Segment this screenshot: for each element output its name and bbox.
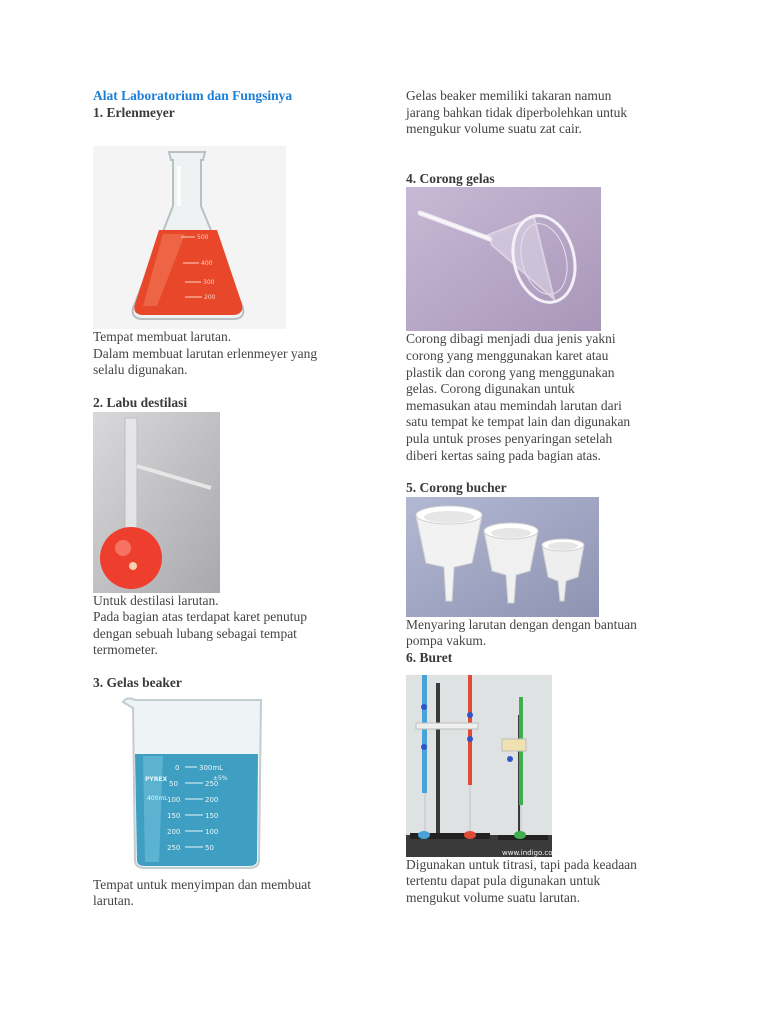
buret-image xyxy=(406,675,560,857)
corong-gelas-desc-line-1: Corong dibagi menjadi dua jenis yakni xyxy=(406,331,616,347)
heading-corong-gelas: 4. Corong gelas xyxy=(406,170,495,186)
right-column xyxy=(406,88,674,906)
labu-desc-line-2: Pada bagian atas terdapat karet penutup xyxy=(93,609,308,625)
labu-desc-line-4: termometer. xyxy=(93,642,158,658)
beaker-right-150: 150 xyxy=(205,811,219,820)
buret-desc-line-2: tertentu dapat pula digunakan untuk xyxy=(406,873,601,889)
beaker-right-50: 50 xyxy=(205,843,214,852)
corong-gelas-image xyxy=(406,187,601,331)
beaker-desc-line-5: mengukur volume suatu zat cair. xyxy=(406,121,582,137)
beaker-left-0: 0 xyxy=(175,763,180,772)
heading-buret: 6. Buret xyxy=(406,649,453,665)
beaker-left-100: 100 xyxy=(167,795,181,804)
labu-desc-line-3: dengan sebuah lubang sebagai tempat xyxy=(93,625,297,641)
beaker-right-250: 250 xyxy=(205,779,219,788)
beaker-desc-line-3: Gelas beaker memiliki takaran namun xyxy=(406,88,612,103)
buret-desc-line-3: mengukut volume suatu larutan. xyxy=(406,889,580,905)
beaker-tolerance-label: ±5% xyxy=(213,774,228,782)
labu-desc-line-1: Untuk destilasi larutan. xyxy=(93,592,219,608)
erlenmeyer-mark-500: 500 xyxy=(197,234,209,242)
beaker-capacity-label: 300mL xyxy=(199,763,224,772)
beaker-desc-line-4: jarang bahkan tidak diperbolehkan untuk xyxy=(406,104,628,120)
beaker-model-label: 400mL xyxy=(147,794,168,802)
corong-gelas-desc-line-5: memasukan atau memindah larutan dari xyxy=(406,397,622,413)
beaker-desc-line-1: Tempat untuk menyimpan dan membuat xyxy=(93,876,312,892)
erlenmeyer-desc-line-1: Tempat membuat larutan. xyxy=(93,329,232,345)
document-title: Alat Laboratorium dan Fungsinya xyxy=(93,88,293,103)
corong-bucher-desc-line-1: Menyaring larutan dengan dengan bantuan xyxy=(406,616,637,632)
heading-gelas-beaker: 3. Gelas beaker xyxy=(93,674,182,690)
corong-gelas-desc-line-4: gelas. Corong digunakan untuk xyxy=(406,381,575,397)
buret-desc-line-1: Digunakan untuk titrasi, tapi pada keadaan xyxy=(406,856,637,872)
heading-erlenmeyer: 1. Erlenmeyer xyxy=(93,104,175,120)
erlenmeyer-mark-200: 200 xyxy=(204,294,216,302)
corong-bucher-image xyxy=(406,497,599,617)
beaker-left-200: 200 xyxy=(167,827,181,836)
beaker-left-150: 150 xyxy=(167,811,181,820)
corong-gelas-desc-line-2: corong yang menggunakan karet atau xyxy=(406,347,609,363)
erlenmeyer-image xyxy=(93,146,286,329)
beaker-right-200: 200 xyxy=(205,795,219,804)
beaker-right-100: 100 xyxy=(205,827,219,836)
beaker-left-250: 250 xyxy=(167,843,181,852)
erlenmeyer-mark-400: 400 xyxy=(201,260,213,268)
erlenmeyer-desc-line-2: Dalam membuat larutan erlenmeyer yang xyxy=(93,345,318,361)
heading-corong-bucher: 5. Corong bucher xyxy=(406,480,507,496)
corong-gelas-desc-line-7: pula untuk proses penyaringan setelah xyxy=(406,430,613,446)
labu-destilasi-image xyxy=(93,412,220,593)
corong-bucher-desc-line-2: pompa vakum. xyxy=(406,633,487,649)
heading-labu-destilasi: 2. Labu destilasi xyxy=(93,394,188,410)
gelas-beaker-image xyxy=(93,692,286,875)
corong-gelas-desc-line-8: diberi kertas saing pada bagian atas. xyxy=(406,447,601,463)
erlenmeyer-mark-300: 300 xyxy=(203,279,215,287)
corong-gelas-desc-line-6: satu tempat ke tempat lain dan digunakan xyxy=(406,414,631,430)
beaker-desc-line-2: larutan. xyxy=(93,893,134,909)
buret-watermark: www.indigo.com xyxy=(502,848,560,857)
left-column xyxy=(93,88,361,910)
corong-gelas-desc-line-3: plastik dan corong yang menggunakan xyxy=(406,364,615,380)
beaker-left-50: 50 xyxy=(169,779,178,788)
beaker-brand-label: PYREX xyxy=(145,775,168,783)
erlenmeyer-desc-line-3: selalu digunakan. xyxy=(93,362,188,378)
